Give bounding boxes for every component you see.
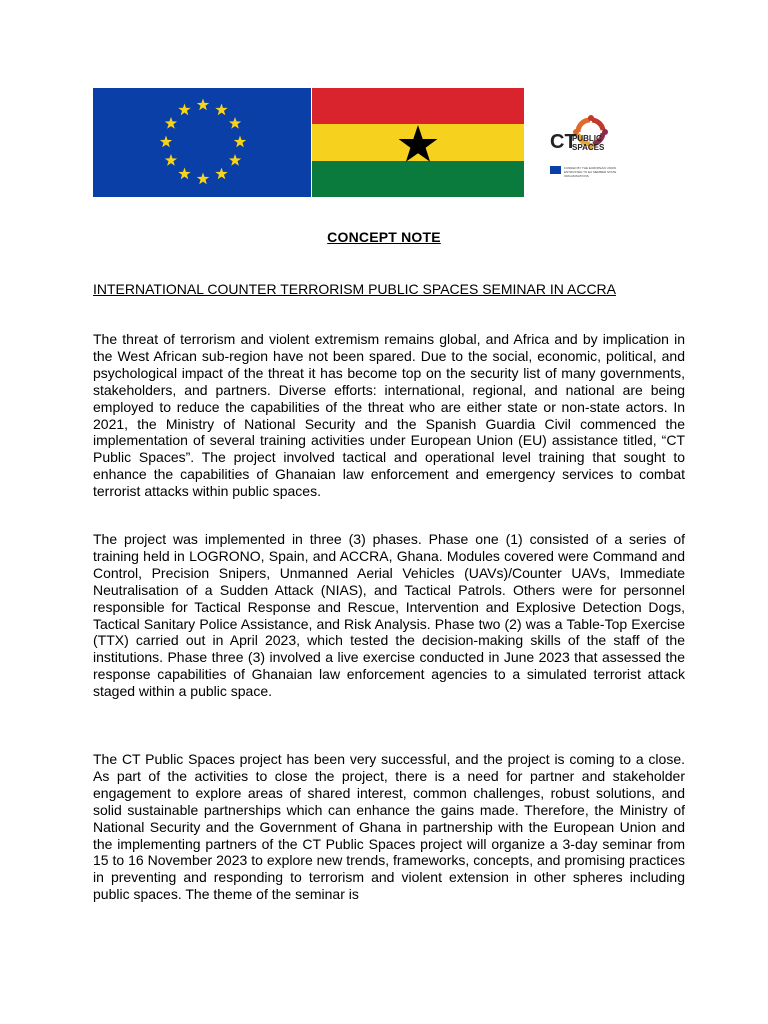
paragraph-phases: The project was implemented in three (3) phases. Phase one (1) consisted of a series of training held in LOGRONO, Spain, and ACCRA, Ghana. Modules covered were Command and Control, Precision Snipers, Unmanned Aerial Vehicles (UAVs)/Counter UAVs, Immediate Neutralisation of a Sudden Attack (NIAS), and Tactical Patrols. Others were for personnel responsible for Tactical Response and Rescue, Intervention and Explosive Detection Dogs, Tactical Sanitary Police Assistance, and Risk Analysis. Phase two (2) was a Table-Top Exercise (TTX) carried out in April 2023, which tested the decision-making skills of the staff of the institutions. Phase three (3) involved a live exercise conducted in June 2023 that assessed the response capabilities of Ghanaian law enforcement agencies to a simulated terrorist attack staged within a public space. — [93, 531, 685, 700]
eu-stars-icon — [93, 88, 311, 197]
document-header — [93, 88, 653, 197]
ct-logo-fine-print: FUNDED BY THE EUROPEAN UNION ENTRUSTED TO EU MEMBER STATE ORGANISATIONS — [564, 166, 617, 178]
ct-logo-title: CT — [550, 131, 577, 153]
eu-star-icon — [178, 168, 190, 180]
ghana-flag — [312, 88, 524, 197]
eu-star-icon — [165, 154, 177, 166]
eu-star-icon — [229, 117, 241, 129]
eu-star-icon — [234, 136, 246, 148]
eu-star-icon — [229, 154, 241, 166]
eu-flag — [93, 88, 311, 197]
document-title: CONCEPT NOTE — [327, 229, 441, 245]
eu-star-icon — [178, 104, 190, 116]
ct-logo-text — [550, 131, 605, 153]
eu-star-icon — [197, 173, 209, 185]
paragraph-seminar: The CT Public Spaces project has been very successful, and the project is coming to a close. As part of the activities to close the project, there is a need for partner and stakeholder engagement to explore areas of shared interest, common challenges, robust solutions, and solid sustainable partnerships which can enhance the gains made. Therefore, the Ministry of National Security and the Government of Ghana in partnership with the European Union and the implementing partners of the CT Public Spaces project will organize a 3-day seminar from 15 to 16 November 2023 to explore new trends, frameworks, concepts, and promising practices in preventing and responding to terrorism and violent extension in other spheres including public spaces. The theme of the seminar is — [93, 751, 685, 903]
document-subtitle: INTERNATIONAL COUNTER TERRORISM PUBLIC SPACES SEMINAR IN ACCRA — [93, 281, 617, 297]
eu-star-icon — [215, 168, 227, 180]
black-star-icon — [312, 88, 524, 197]
eu-star-icon — [160, 136, 172, 148]
paragraph-intro: The threat of terrorism and violent extremism remains global, and Africa and by implication in the West African sub-region have not been spared. Due to the social, economic, political, and psychological impact of the threat it has become top on the security list of many governments, stakeholders, and partners. Diverse efforts: international, regional, and national are being employed to reduce the capabilities of the threat who are either state or non-state actors. In 2021, the Ministry of National Security and the Spanish Guardia Civil commenced the implementation of several training activities under European Union (EU) assistance titled, “CT Public Spaces”. The project involved tactical and operational level training that sought to enhance the capabilities of Ghanaian law enforcement and emergency services to combat terrorist attacks within public spaces. — [93, 331, 685, 500]
ct-logo-subtitle: PUBLIC SPACES — [572, 134, 605, 152]
eu-star-icon — [165, 117, 177, 129]
eu-star-icon — [215, 104, 227, 116]
eu-star-icon — [197, 99, 209, 111]
eu-mini-flag-icon — [550, 166, 561, 174]
